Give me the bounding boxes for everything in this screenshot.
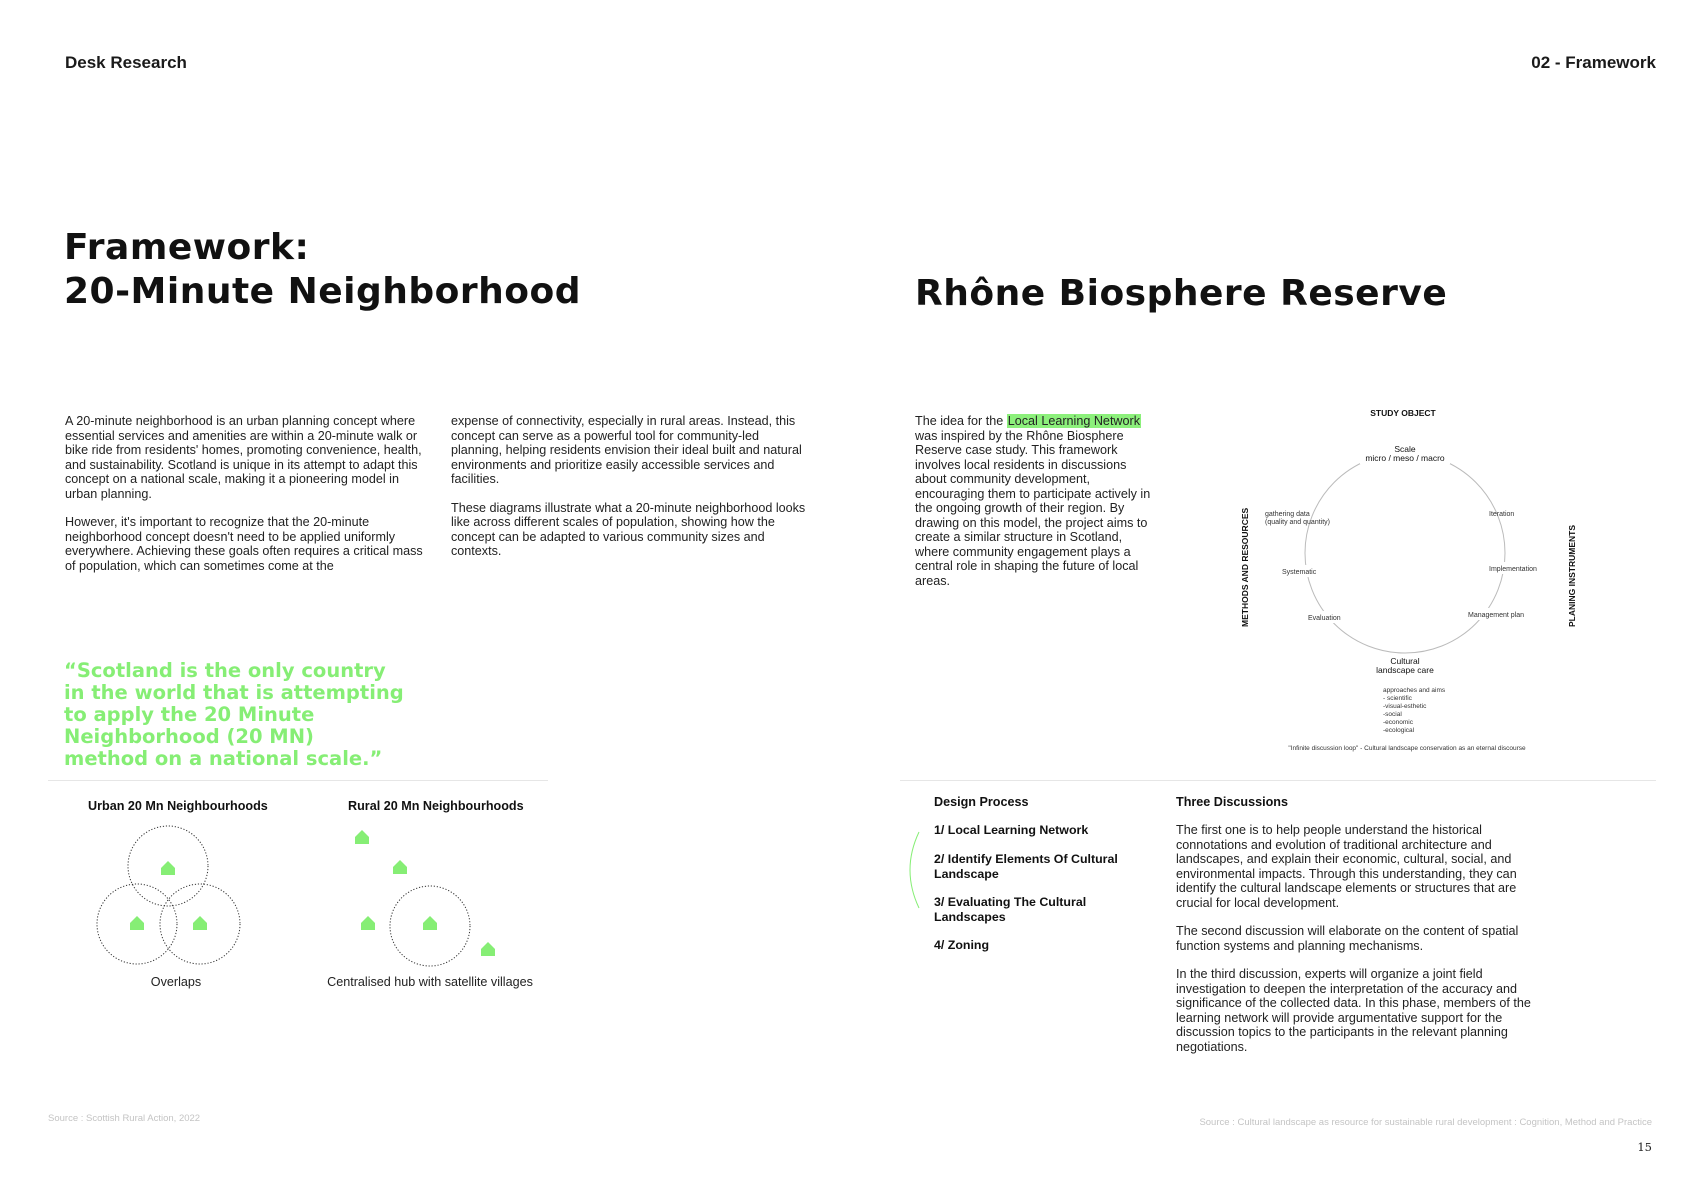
house-icon <box>393 860 407 874</box>
scale-label: Scale <box>1394 444 1416 454</box>
discussion-loop-diagram <box>1225 405 1585 755</box>
paragraph: The second discussion will elaborate on the content of spatial function systems and planning mechanisms. <box>1176 924 1519 953</box>
pull-quote: “Scotland is the only country in the world that is attempting to apply the 20 Minute Neighborhood (20 MN) method on a national scale.” <box>64 659 404 770</box>
house-icon <box>161 861 175 875</box>
design-step: 2/ Identify Elements Of Cultural Landscape <box>934 852 1118 881</box>
gathering-label: gathering data <box>1265 511 1310 518</box>
paragraph: The first one is to help people understand the historical connotations and evolution of traditional architecture and landscapes, and explain their economic, cultural, social, and environmental impacts. Through this understanding, they can identify the cultural landscape elements or structures that are crucial for local development. <box>1176 823 1517 910</box>
paragraph: In the third discussion, experts will organize a joint field investigation to deepen the interpretation of the accuracy and significance of the collected data. In this phase, members of the learning network will provide argumentative support for the discussion topics to the participants in the relevant planning negotiations. <box>1176 967 1531 1054</box>
implementation-label: Implementation <box>1489 566 1537 573</box>
house-icon <box>423 916 437 930</box>
approaches-item: approaches and aims <box>1383 687 1446 694</box>
intro-column-2 <box>451 414 809 573</box>
house-icon <box>481 942 495 956</box>
design-step: 3/ Evaluating The Cultural Landscapes <box>934 895 1087 924</box>
design-step: 4/ Zoning <box>934 938 990 952</box>
rural-caption: Centralised hub with satellite villages <box>327 975 533 989</box>
management-label: Management plan <box>1468 612 1525 619</box>
intro-text: The idea for the <box>915 414 1007 428</box>
left-source: Source : Scottish Rural Action, 2022 <box>48 1113 201 1124</box>
approaches-item: -economic <box>1383 719 1413 726</box>
highlight-term: Local Learning Network <box>1007 414 1141 428</box>
right-title: Rhône Biosphere Reserve <box>915 273 1448 314</box>
study-object-label: STUDY OBJECT <box>1370 408 1436 418</box>
three-discussions-text <box>1176 823 1536 1068</box>
three-discussions-title: Three Discussions <box>1176 795 1288 809</box>
design-step: 1/ Local Learning Network <box>934 823 1089 837</box>
title-line-2: 20-Minute Neighborhood <box>64 271 582 312</box>
section-label: Desk Research <box>65 53 187 72</box>
approaches-item: -social <box>1383 711 1402 718</box>
paragraph: expense of connectivity, especially in rural areas. Instead, this concept can serve as a powerful tool for community-led planning, helping residents envision their ideal built and natural environments and prioritize easily accessible services and facilities. <box>451 414 802 486</box>
intro-text: was inspired by the Rhône Biosphere Reserve case study. This framework involves local residents in discussions about community development, encouraging them to participate actively in the ongoing growth of their region. By drawing on this model, the project aims to create a similar structure in Scotland, where community engagement plays a central role in shaping the future of local areas. <box>915 428 1151 588</box>
divider <box>48 780 548 781</box>
design-process-title: Design Process <box>934 795 1029 809</box>
paragraph: A 20-minute neighborhood is an urban planning concept where essential services and amenities are within a 20-minute walk or bike ride from residents' homes, promoting convenience, health, and sustainability. Scotland is unique in its attempt to adapt this concept on a national scale, making it a pioneering model in urban planning. <box>65 414 422 501</box>
right-axis-label: PLANING INSTRUMENTS <box>1567 525 1577 627</box>
diagram-footer: "Infinite discussion loop" - Cultural landscape conservation as an eternal discourse <box>1288 745 1526 752</box>
paragraph: However, it's important to recognize that the 20-minute neighborhood concept doesn't need to be applied uniformly everywhere. Achieving these goals often requires a critical mass of population, which can sometimes come at the <box>65 515 423 573</box>
scale-sublabel: micro / meso / macro <box>1365 453 1445 463</box>
chapter-label: 02 - Framework <box>1531 53 1656 72</box>
systematic-label: Systematic <box>1282 569 1317 576</box>
cultural-sublabel: landscape care <box>1376 665 1434 675</box>
cultural-label: Cultural <box>1390 656 1420 666</box>
house-icon <box>130 916 144 930</box>
approaches-item: - scientific <box>1383 695 1412 702</box>
house-icon <box>355 830 369 844</box>
urban-caption: Overlaps <box>150 975 202 989</box>
page-number: 15 <box>1637 1140 1652 1154</box>
rural-diagram-title: Rural 20 Mn Neighbourhoods <box>348 799 524 813</box>
process-arc-line <box>910 832 919 908</box>
title-line-1: Framework: <box>64 227 310 268</box>
right-intro <box>915 414 1155 588</box>
urban-diagram-title: Urban 20 Mn Neighbourhoods <box>88 799 268 813</box>
house-icon <box>193 916 207 930</box>
paragraph: These diagrams illustrate what a 20-minute neighborhood looks like across different scales of population, showing how the concept can be adapted to various community sizes and contexts. <box>451 500 806 558</box>
page-title <box>64 226 581 314</box>
iteration-label: Iteration <box>1489 511 1515 518</box>
house-icon <box>361 916 375 930</box>
right-source: Source : Cultural landscape as resource for sustainable rural development : Cognition, Method and Practice <box>1199 1117 1652 1128</box>
gathering-sublabel: (quality and quantity) <box>1265 519 1330 526</box>
evaluation-label: Evaluation <box>1308 615 1341 622</box>
intro-column-1 <box>65 414 427 587</box>
left-axis-label: METHODS AND RESOURCES <box>1240 507 1250 627</box>
approaches-item: -ecological <box>1383 727 1415 734</box>
divider <box>900 780 1656 781</box>
urban-overlap-diagram <box>88 820 258 980</box>
rural-hub-diagram <box>340 820 520 970</box>
process-arc <box>905 830 925 910</box>
approaches-item: -visual-esthetic <box>1383 703 1427 710</box>
